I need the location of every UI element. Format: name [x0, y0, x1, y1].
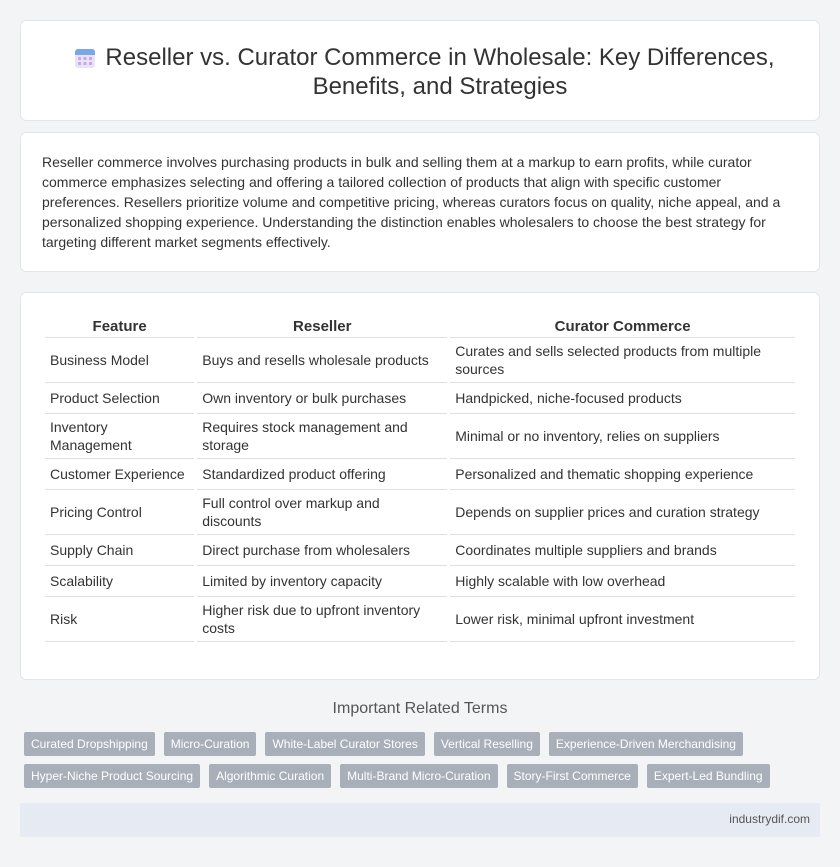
- reseller-cell: Full control over markup and discounts: [197, 490, 447, 535]
- feature-cell: Pricing Control: [45, 490, 194, 535]
- feature-cell: Business Model: [45, 338, 194, 383]
- related-tag[interactable]: Expert-Led Bundling: [647, 764, 770, 788]
- related-tag[interactable]: Experience-Driven Merchandising: [549, 732, 743, 756]
- related-tag[interactable]: Micro-Curation: [164, 732, 257, 756]
- table-row: [45, 459, 795, 490]
- feature-cell: Inventory Management: [45, 414, 194, 459]
- feature-cell: Supply Chain: [45, 535, 194, 566]
- curator-cell: Depends on supplier prices and curation strategy: [450, 490, 795, 535]
- table-row: [45, 597, 795, 642]
- feature-cell: Product Selection: [45, 383, 194, 414]
- comparison-table: [42, 316, 798, 642]
- table-header-row: [45, 316, 795, 338]
- related-tag[interactable]: Story-First Commerce: [507, 764, 638, 788]
- reseller-cell: Buys and resells wholesale products: [197, 338, 447, 383]
- curator-cell: Personalized and thematic shopping experience: [450, 459, 795, 490]
- table-row: [45, 566, 795, 597]
- curator-cell: Highly scalable with low overhead: [450, 566, 795, 597]
- header-reseller: Reseller: [197, 316, 447, 338]
- reseller-cell: Own inventory or bulk purchases: [197, 383, 447, 414]
- related-tag[interactable]: Algorithmic Curation: [209, 764, 331, 788]
- related-tag[interactable]: Vertical Reselling: [434, 732, 540, 756]
- curator-cell: Curates and sells selected products from multiple sources: [450, 338, 795, 383]
- curator-cell: Lower risk, minimal upfront investment: [450, 597, 795, 642]
- header-curator-commerce: Curator Commerce: [450, 316, 795, 338]
- footer: [20, 803, 820, 837]
- related-tags-row: [24, 732, 820, 756]
- intro-paragraph: Reseller commerce involves purchasing products in bulk and selling them at a markup to earn profits, while curator commerce emphasizes selecting and offering a tailored collection of products that align with specific customer preferences. Resellers prioritize volume and competitive pricing, whereas curators focus on quality, niche appeal, and a personalized shopping experience. Understanding the distinction enables wholesalers to choose the best strategy for targeting different market segments effectively.: [42, 154, 781, 250]
- table-row: [45, 383, 795, 414]
- table-row: [45, 338, 795, 383]
- table-row: [45, 490, 795, 535]
- related-tag[interactable]: White-Label Curator Stores: [265, 732, 424, 756]
- intro-card: [20, 132, 820, 272]
- table-row: [45, 414, 795, 459]
- curator-cell: Coordinates multiple suppliers and brands: [450, 535, 795, 566]
- related-tags-row: [24, 764, 820, 788]
- comparison-table-card: [20, 292, 820, 680]
- reseller-cell: Requires stock management and storage: [197, 414, 447, 459]
- feature-cell: Customer Experience: [45, 459, 194, 490]
- feature-cell: Risk: [45, 597, 194, 642]
- reseller-cell: Standardized product offering: [197, 459, 447, 490]
- table-row: [45, 535, 795, 566]
- footer-site-link[interactable]: industrydif.com: [729, 812, 810, 826]
- reseller-cell: Limited by inventory capacity: [197, 566, 447, 597]
- title-card: [20, 20, 820, 121]
- feature-cell: Scalability: [45, 566, 194, 597]
- curator-cell: Handpicked, niche-focused products: [450, 383, 795, 414]
- related-tag[interactable]: Multi-Brand Micro-Curation: [340, 764, 497, 788]
- header-feature: Feature: [45, 316, 194, 338]
- curator-cell: Minimal or no inventory, relies on suppliers: [450, 414, 795, 459]
- page-title: Reseller vs. Curator Commerce in Wholesale: Key Differences, Benefits, and Strategies: [105, 44, 775, 100]
- reseller-cell: Higher risk due to upfront inventory costs: [197, 597, 447, 642]
- reseller-cell: Direct purchase from wholesalers: [197, 535, 447, 566]
- related-tag[interactable]: Curated Dropshipping: [24, 732, 155, 756]
- related-tag[interactable]: Hyper-Niche Product Sourcing: [24, 764, 200, 788]
- related-terms-title: Important Related Terms: [332, 700, 508, 717]
